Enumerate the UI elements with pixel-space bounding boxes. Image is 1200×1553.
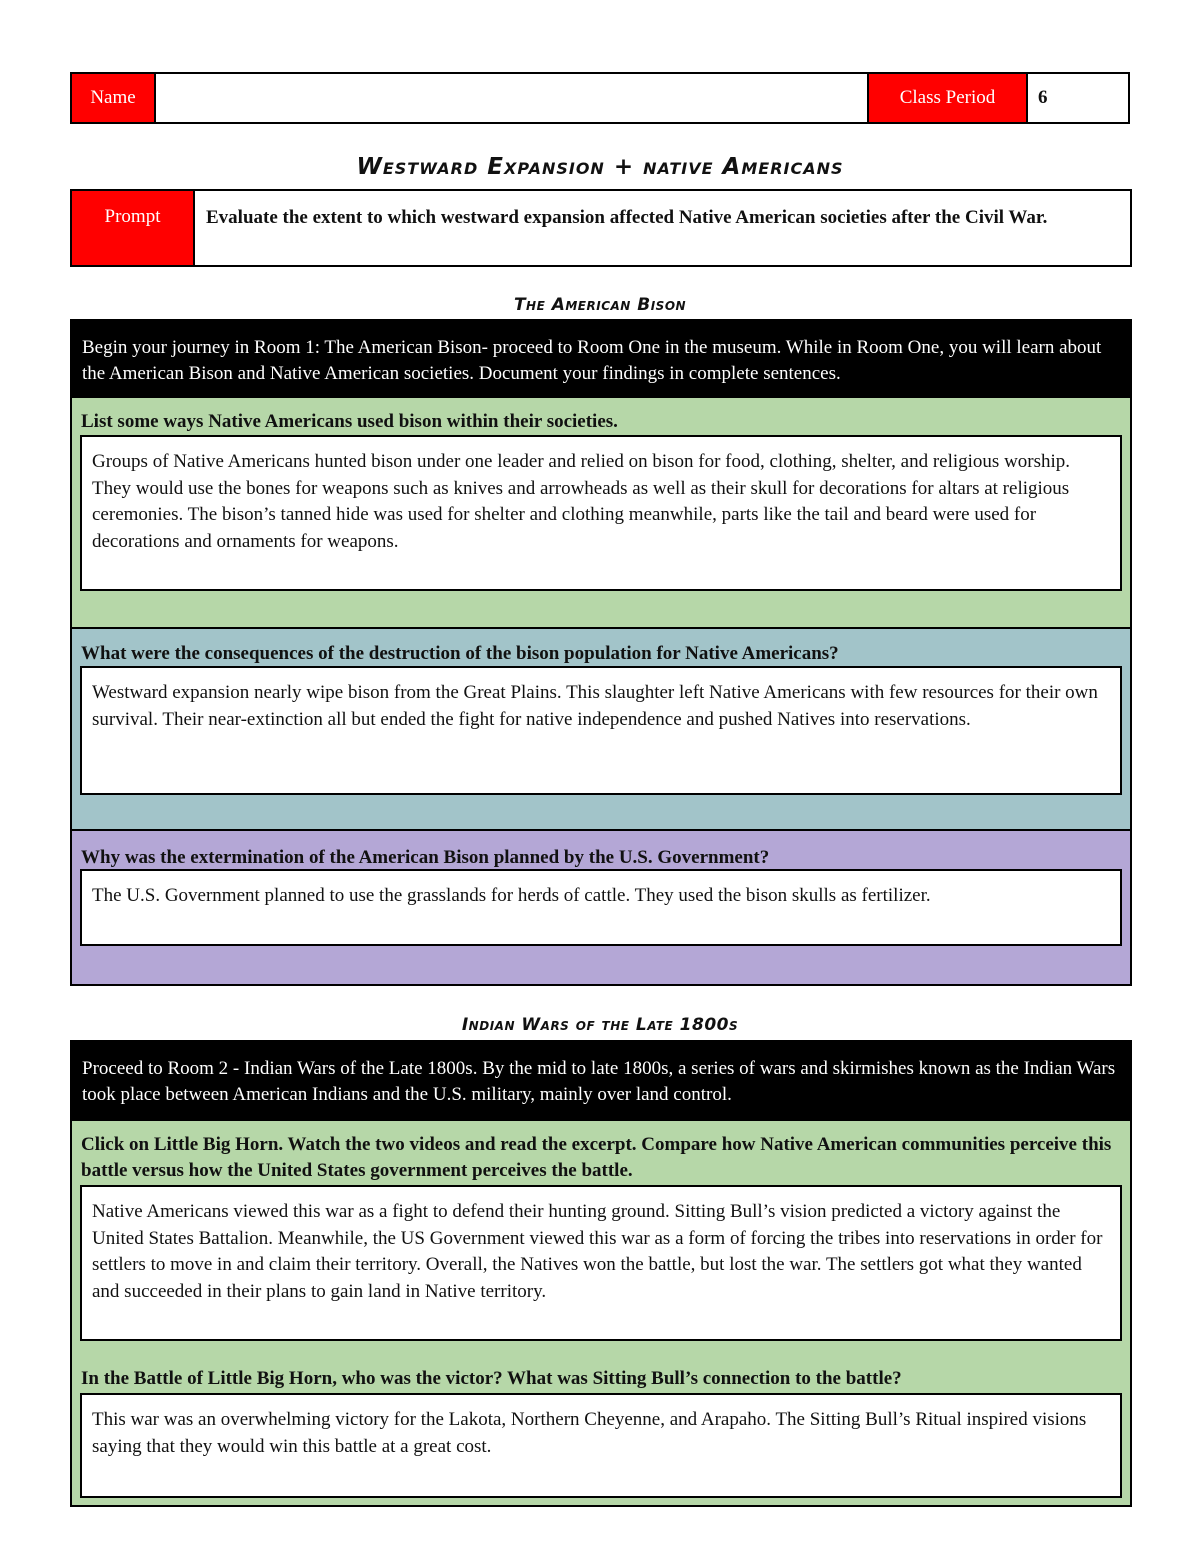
prompt-label: Prompt [70, 189, 195, 267]
bison-question-1-panel [72, 398, 1130, 629]
prompt-text: Evaluate the extent to which westward expansion affected Native American societies after the Civil War. [193, 189, 1132, 267]
wars-answer-2[interactable]: This war was an overwhelming victory for the Lakota, Northern Cheyenne, and Arapaho. The Sitting Bull’s Ritual inspired visions saying that they would win this battle at a great cost. [80, 1393, 1122, 1498]
class-period-label: Class Period [867, 72, 1028, 124]
name-label: Name [70, 72, 156, 124]
wars-answer-1[interactable]: Native Americans viewed this war as a fight to defend their hunting ground. Sitting Bull’s vision predicted a victory against the United States Battalion. Meanwhile, the US Government viewed this war as a form of forcing the tribes into reservations in order for settlers to move in and claim their territory. Overall, the Natives won the battle, but lost the war. The settlers got what they wanted and succeeded in their plans to gain land in Native territory. [80, 1185, 1122, 1341]
class-period-field[interactable]: 6 [1026, 72, 1130, 124]
bison-intro: Begin your journey in Room 1: The American Bison- proceed to Room One in the museum. While in Room One, you will learn about the American Bison and Native American societies. Document your findings in complete sentences. [72, 321, 1130, 398]
wars-question-1: Click on Little Big Horn. Watch the two videos and read the excerpt. Compare how Native American communities perceive this battle versus how the United States government perceives the battle. [81, 1134, 1112, 1181]
wars-intro: Proceed to Room 2 - Indian Wars of the Late 1800s. By the mid to late 1800s, a series of wars and skirmishes known as the Indian Wars took place between American Indians and the U.S. military, mainly over land control. [72, 1042, 1130, 1121]
bison-question-3-panel [72, 831, 1130, 984]
wars-questions-panel [72, 1121, 1130, 1505]
wars-question-2: In the Battle of Little Big Horn, who was the victor? What was Sitting Bull’s connection to the battle? [81, 1368, 902, 1389]
bison-answer-3[interactable]: The U.S. Government planned to use the grasslands for herds of cattle. They used the bison skulls as fertilizer. [80, 869, 1122, 946]
wars-section [70, 1040, 1132, 1507]
bison-question-2: What were the consequences of the destruction of the bison population for Native Americans? [81, 643, 839, 664]
bison-question-3: Why was the extermination of the American Bison planned by the U.S. Government? [81, 847, 770, 868]
bison-section [70, 319, 1132, 986]
wars-section-heading: Indian Wars of the Late 1800s [461, 1015, 739, 1035]
page-title: Westward Expansion + native Americans [356, 154, 844, 180]
name-field[interactable] [154, 72, 869, 124]
bison-answer-1[interactable]: Groups of Native Americans hunted bison under one leader and relied on bison for food, clothing, shelter, and religious worship. They would use the bones for weapons such as knives and arrowheads as well as their skull for decorations for altars at religious ceremonies. The bison’s tanned hide was used for shelter and clothing meanwhile, parts like the tail and beard were used for decorations and ornaments for weapons. [80, 435, 1122, 591]
bison-answer-2[interactable]: Westward expansion nearly wipe bison from the Great Plains. This slaughter left Native Americans with few resources for their own survival. Their near-extinction all but ended the fight for native independence and pushed Natives into reservations. [80, 666, 1122, 795]
bison-question-2-panel [72, 629, 1130, 831]
bison-question-1: List some ways Native Americans used bison within their societies. [81, 411, 618, 432]
bison-section-heading: The American Bison [513, 295, 687, 315]
